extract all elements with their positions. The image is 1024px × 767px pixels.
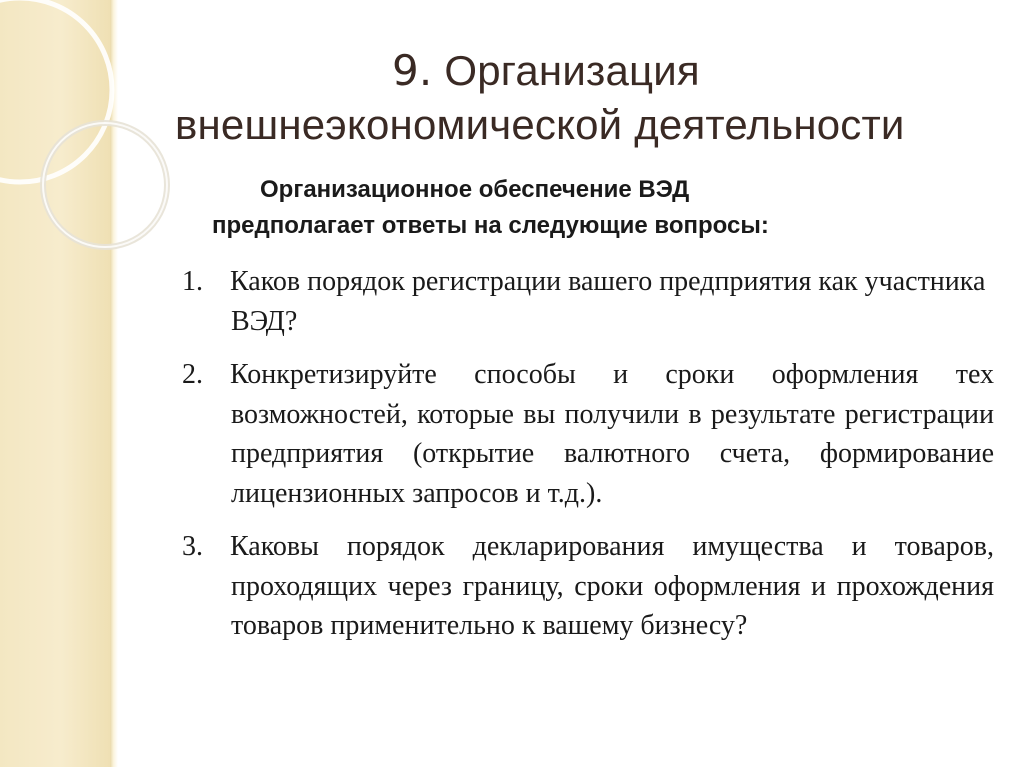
intro-text xyxy=(150,172,1010,244)
title-line-1 xyxy=(170,44,1020,98)
list-item-text: Каковы порядок декларирования имущества и товаров, проходящих через границу, сроки оформления и прохождения товаров применительно к вашему бизнесу? xyxy=(230,531,994,641)
list-item-number: 3. xyxy=(182,531,203,562)
list-item-number: 2. xyxy=(182,359,203,390)
list-item xyxy=(182,355,994,513)
title-line-2: внешнеэкономической деятельности xyxy=(175,101,905,148)
list-item-number: 1. xyxy=(182,266,203,297)
slide-title xyxy=(170,44,1020,152)
list-item xyxy=(182,527,994,646)
intro-line-2: предполагает ответы на следующие вопросы: xyxy=(212,212,769,239)
list-item-text: Конкретизируйте способы и сроки оформления тех возможностей, которые вы получили в результате регистрации предприятия (открытие валютного счета, формирование лицензионных запросов и т.д.). xyxy=(230,359,994,509)
intro-line-1: Организационное обеспечение ВЭД xyxy=(260,176,690,203)
list-item xyxy=(182,262,994,341)
question-list xyxy=(182,262,994,660)
list-item-text: Каков порядок регистрации вашего предприятия как участника ВЭД? xyxy=(230,266,986,337)
title-number: 9. xyxy=(392,46,433,95)
title-line-1-text: Организация xyxy=(432,47,700,94)
